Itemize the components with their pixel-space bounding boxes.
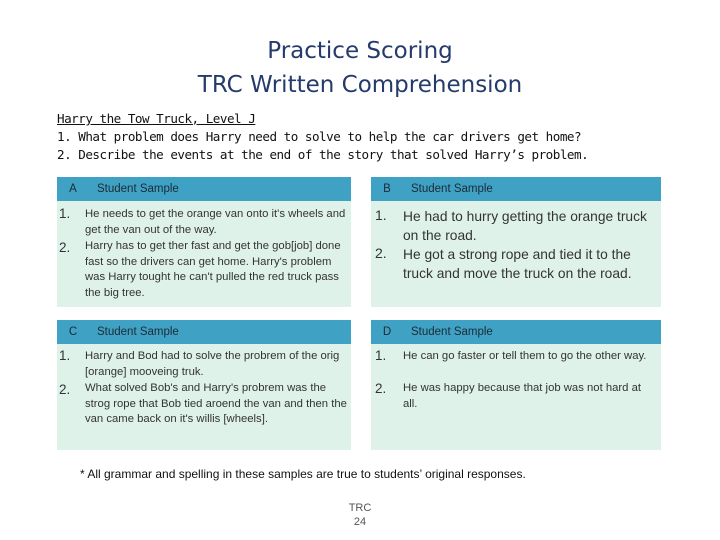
sample-b-response-2: He got a strong rope and tied it to the truck and move the truck on the road. bbox=[403, 247, 632, 282]
item-number: 1. bbox=[375, 207, 387, 223]
sample-label: Student Sample bbox=[411, 326, 493, 338]
sample-a-header bbox=[57, 177, 351, 201]
footnote: * All grammar and spelling in these samples are true to students’ original responses. bbox=[80, 467, 526, 481]
item-number: 2. bbox=[59, 240, 71, 255]
question-1: 1. What problem does Harry need to solve to help the car drivers get home? bbox=[57, 129, 582, 144]
item-number: 1. bbox=[59, 206, 71, 221]
sample-c-response-2: What solved Bob's and Harry's probrem was the strog rope that Bob tied aroend the van and then the van came back on it's willis [wheels]. bbox=[85, 382, 347, 426]
sample-label: Student Sample bbox=[97, 183, 179, 195]
sample-letter: C bbox=[68, 326, 78, 338]
page-number: 24 bbox=[353, 516, 367, 528]
sample-letter: A bbox=[69, 183, 77, 195]
book-title: Harry the Tow Truck, Level J bbox=[57, 111, 256, 126]
sample-d-header bbox=[371, 320, 661, 344]
item-number: 2. bbox=[375, 245, 387, 261]
prompt-block bbox=[57, 110, 677, 164]
item-number: 1. bbox=[375, 348, 387, 363]
sample-a-response-1: He needs to get the orange van onto it's wheels and get the van out of the way. bbox=[85, 208, 346, 236]
sample-label: Student Sample bbox=[411, 183, 493, 195]
item-number: 2. bbox=[59, 382, 71, 397]
sample-d-response-1: He can go faster or tell them to go the other way. bbox=[403, 350, 647, 362]
item-number: 2. bbox=[375, 381, 387, 396]
sample-letter: D bbox=[382, 326, 392, 338]
sample-b-header bbox=[371, 177, 661, 201]
sample-a-response-2: Harry has to get ther fast and get the gob[job] done fast so the drivers can get home. Harry's problem was Harry tought he can't pulled the red truck pass the big tree. bbox=[85, 240, 341, 299]
sample-letter: B bbox=[383, 183, 391, 195]
sample-b-response-1: He had to hurry getting the orange truck on the road. bbox=[403, 209, 647, 244]
page-subtitle: TRC Written Comprehension bbox=[197, 72, 523, 98]
page-title: Practice Scoring bbox=[267, 38, 453, 64]
footer-label: TRC bbox=[348, 502, 372, 514]
item-number: 1. bbox=[59, 348, 71, 363]
sample-c-response-1: Harry and Bod had to solve the probrem of the orig [orange] mooveing truk. bbox=[85, 350, 340, 378]
question-2: 2. Describe the events at the end of the story that solved Harry’s problem. bbox=[57, 147, 589, 162]
sample-label: Student Sample bbox=[97, 326, 179, 338]
sample-d-response-2: He was happy because that job was not hard at all. bbox=[403, 382, 642, 410]
sample-c-header bbox=[57, 320, 351, 344]
